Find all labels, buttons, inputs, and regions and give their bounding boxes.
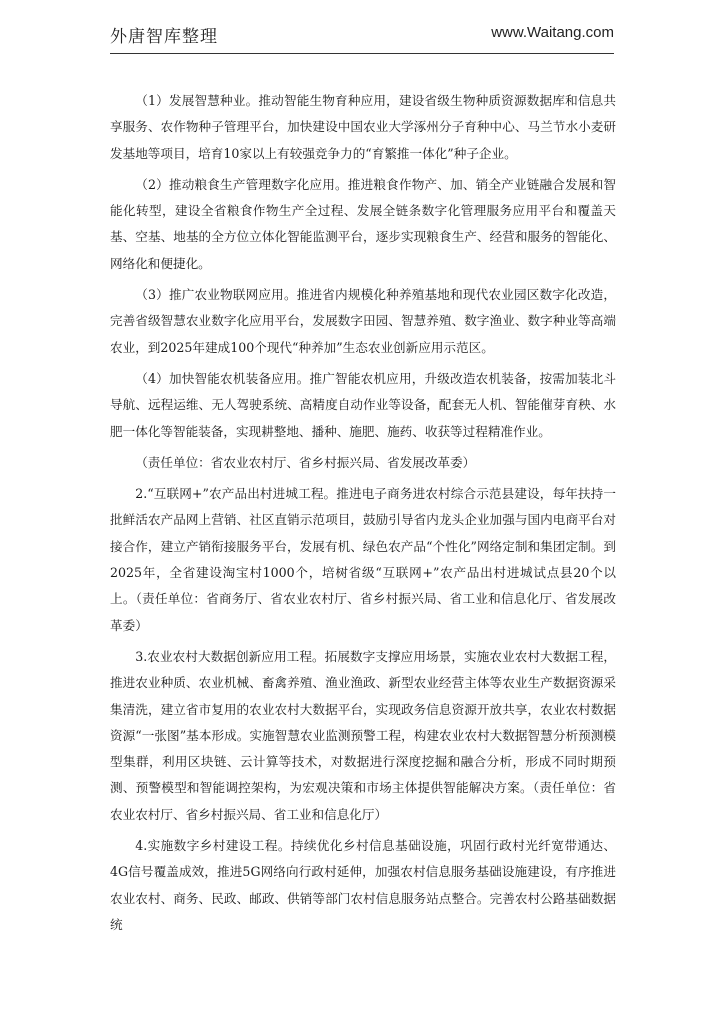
paragraph-grain-digital: （2）推动粮食生产管理数字化应用。推进粮食作物产、加、销全产业链融合发展和智能化转型，建设全省粮食作物生产全过程、发展全链条数字化管理服务应用平台和覆盖天基、空基、地基的全方位立体化智能监测平台，逐步实现粮食生产、经营和服务的智能化、网络化和便捷化。 bbox=[110, 176, 616, 271]
paragraph-internet-plus: 2.“互联网+”农产品出村进城工程。推进电子商务进农村综合示范县建设，每年扶持一批鲜活农产品网上营销、社区直销示范项目，鼓励引导省内龙头企业加强与国内电商平台对接合作，建立产销衔接服务平台，发展有机、绿色农产品“个性化”网络定制和集团定制。到2025年，全省建设淘宝村1000个，培树省级“互联网+”农产品出村进城试点县20个以上。（责任单位：省商务厅、省农业农村厅、省乡村振兴局、省工业和信息化厅、省发展改革委） bbox=[110, 486, 616, 633]
site-url: www.Waitang.com bbox=[491, 24, 614, 41]
paragraph-responsible-units: （责任单位：省农业农村厅、省乡村振兴局、省发展改革委） bbox=[135, 454, 476, 470]
paragraph-digital-village: 4.实施数字乡村建设工程。持续优化乡村信息基础设施，巩固行政村光纤宽带通达、4G信号覆盖成效，推进5G网络向行政村延伸，加强农村信息服务基础设施建设，有序推进农业农村、商务、民政、邮政、供销等部门农村信息服务站点整合。完善农村公路基础数据统 bbox=[110, 838, 616, 932]
brand-title: 外唐智库整理 bbox=[110, 27, 218, 47]
paragraph-smart-seed: （1）发展智慧种业。推动智能生物育种应用，建设省级生物种质资源数据库和信息共享服务、农作物种子管理平台，加快建设中国农业大学涿州分子育种中心、马兰节水小麦研发基地等项目，培育10家以上有较强竞争力的“育繁推一体化”种子企业。 bbox=[110, 93, 616, 161]
header-divider bbox=[110, 53, 614, 54]
paragraph-iot: （3）推广农业物联网应用。推进省内规模化种养殖基地和现代农业园区数字化改造，完善省级智慧农业数字化应用平台，发展数字田园、智慧养殖、数字渔业、数字种业等高端农业，到2025年建成100个现代“种养加”生态农业创新应用示范区。 bbox=[110, 287, 616, 355]
document-body bbox=[110, 88, 616, 943]
paragraph-big-data: 3.农业农村大数据创新应用工程。拓展数字支撑应用场景，实施农业农村大数据工程，推进农业种质、农业机械、畜禽养殖、渔业渔政、新型农业经营主体等农业生产数据资源采集清洗，建立省市复用的农业农村大数据平台，实现政务信息资源开放共享，农业农村数据资源“一张图”基本形成。实施智慧农业监测预警工程，构建农业农村大数据智慧分析预测模型集群，利用区块链、云计算等技术，对数据进行深度挖掘和融合分析，形成不同时期预测、预警模型和智能调控架构，为宏观决策和市场主体提供智能解决方案。（责任单位：省农业农村厅、省乡村振兴局、省工业和信息化厅） bbox=[110, 648, 616, 822]
paragraph-smart-machinery: （4）加快智能农机装备应用。推广智能农机应用，升级改造农机装备，按需加装北斗导航、远程运维、无人驾驶系统、高精度自动作业等设备，配套无人机、智能催芽育秧、水肥一体化等智能装备，实现耕整地、播种、施肥、施药、收获等过程精准作业。 bbox=[110, 370, 616, 439]
page-header bbox=[110, 22, 614, 50]
